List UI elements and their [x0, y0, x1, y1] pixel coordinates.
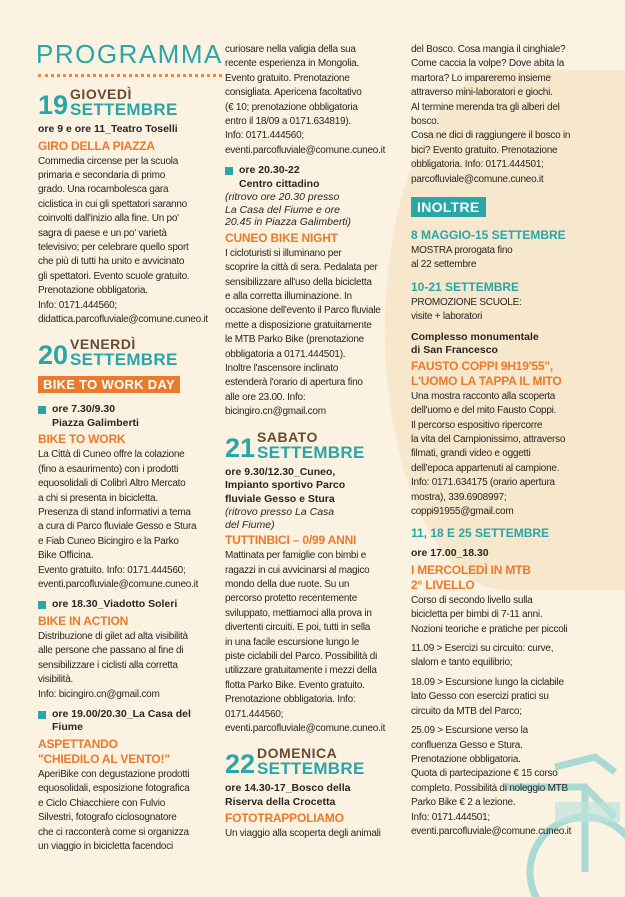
section-banner: BIKE TO WORK DAY	[38, 376, 180, 393]
weekday: DOMENICA	[257, 745, 338, 762]
date-range: 10-21 SETTEMBRE	[411, 279, 520, 294]
venue: Complesso monumentale di San Francesco	[411, 330, 539, 356]
event-description: 25.09 > Escursione verso la confluenza Gesso e Stura. Prenotazione obbligatoria. Quota di partecipazione € 15 corso completo. Possibilità di noleggio MTB Parko Bike € 2 a lezione. Info: 0171.444501; eventi.parcofluviale@comune.cuneo.it	[411, 725, 572, 837]
column-3	[411, 42, 601, 839]
date-range: 8 MAGGIO-15 SETTEMBRE	[411, 228, 566, 243]
meeting-point-note: (ritrovo ore 20.30 presso La Casa del Fiume e ore 20.45 in Piazza Galimberti)	[225, 191, 352, 229]
event-time-bullet: ore 18.30_Viadotto Soleri	[38, 598, 222, 612]
event-title: FAUSTO COPPI 9H19'55", L'UOMO LA TAPPA IL MITO	[411, 358, 562, 388]
event-description: del Bosco. Cosa mangia il cinghiale? Come caccia la volpe? Dove abita la martora? Lo impareremo insieme attraverso mini-laboratori e giochi. Al termine merenda tra gli alberi del bosco. Cosa ne dici di raggiungere il bosco in bici? Evento gratuito. Prenotazione obbligatoria. Info: 0171.444501; parcofluviale@comune.cuneo.it	[411, 44, 571, 185]
day-names	[257, 430, 365, 460]
event-title: TUTTINBICI – 0/99 ANNI	[225, 533, 357, 548]
event-description: Distribuzione di gilet ad alta visibilità alle persone che passano al fine di sensibilizzare i ciclisti alla corretta visibilità. Info: bicingiro.cn@gmail.com	[38, 630, 188, 700]
event-description: 18.09 > Escursione lungo la ciclabile lato Gesso con esercizi pratici su circuito da MTB del Parco;	[411, 676, 564, 717]
day-number: 22	[225, 749, 256, 780]
event-title: FOTOTRAPPOLIAMO	[225, 811, 344, 826]
event-description: PROMOZIONE SCUOLE: visite + laboratori	[411, 296, 522, 323]
weekday: VENERDÌ	[70, 336, 136, 353]
event-description: Una mostra racconto alla scoperta dell'uomo e del mito Fausto Coppi. Il percorso espositivo ripercorre la vita del Campionissimo, attraverso filmati, grandi video e oggetti dell'epoca appartenuti al campione. Info: 0171.634175 (orario apertura mostra), 339.6908997; coppi91955@gmail.com	[411, 390, 566, 517]
weekday: GIOVEDÌ	[70, 86, 132, 102]
weekday: SABATO	[257, 428, 318, 445]
day-names	[70, 87, 178, 117]
banner-wrap	[38, 373, 222, 397]
date-range: 11, 18 E 25 SETTEMBRE	[411, 526, 550, 541]
event-title: I MERCOLEDÌ IN MTB 2° LIVELLO	[411, 562, 531, 592]
day-header	[38, 86, 222, 120]
event-title: BIKE TO WORK	[38, 432, 126, 447]
event-time: ore 9.30/12.30_Cuneo, Impianto sportivo Parco fluviale Gesso e Stura	[225, 465, 346, 505]
day-number: 21	[225, 432, 256, 463]
day-number: 19	[38, 90, 69, 120]
meeting-point-note: (ritrovo presso La Casa del Fiume)	[225, 506, 335, 531]
column-2	[225, 42, 403, 842]
event-description: I cicloturisti si illuminano per scoprire la città di sera. Pedalata per sensibilizzare all'uso della bicicletta e alla corretta illuminazione. In occasione dell'evento il Parco fluviale mette a disposizione gratuitamente le MTB Parko Bike (prenotazione obbligatoria a 0171.444501). Inoltre l'ascensore inclinato estenderà l'orario di apertura fino alle ore 23.00. Info: bicingiro.cn@gmail.com	[225, 247, 381, 418]
event-time-bullet: ore 7.30/9.30 Piazza Galimberti	[38, 403, 222, 430]
day-names	[257, 745, 365, 779]
event-title: CUNEO BIKE NIGHT	[225, 230, 338, 245]
event-description: Un viaggio alla scoperta degli animali	[225, 828, 381, 840]
event-time: ore 9 e ore 11_Teatro Toselli	[38, 123, 178, 135]
event-description: curiosare nella valigia della sua recente esperienza in Mongolia. Evento gratuito. Prenotazione consigliata. Apericena facoltativo (€ 10; prenotazione obbligatoria entro il 18/09 a 0171.634819). Info: 0171.444560; eventi.parcofluviale@comune.cuneo.it	[225, 44, 386, 156]
event-description: MOSTRA prorogata fino al 22 settembre	[411, 245, 513, 271]
event-time: ore 17.00_18.30	[411, 547, 489, 560]
column-content	[411, 43, 601, 839]
day-names	[70, 336, 178, 370]
month: SETTEMBRE	[70, 100, 178, 119]
event-description: AperiBike con degustazione prodotti equosolidali, esposizione fotografica e Ciclo Chiacchiere con Fulvio Silvestri, fotografo ciclosognatore che ci racconterà come si organizza un viaggio in bicicletta facendoci	[38, 768, 190, 852]
event-description: Corso di secondo livello sulla bicicletta per bimbi di 7-11 anni. Nozioni teoriche e pratiche per piccoli	[411, 594, 568, 635]
page-title: PROGRAMMA	[36, 39, 223, 69]
event-title: GIRO DELLA PIAZZA	[38, 138, 155, 153]
day-header	[38, 336, 222, 371]
dotted-divider	[38, 74, 222, 77]
event-description: La Città di Cuneo offre la colazione (fino a esaurimento) con i prodotti equosolidali di Colibrì Altro Mercato a chi si presenta in bicicletta. Presenza di stand informativi a tema a cura di Parco fluviale Gesso e Stura e Fiab Cuneo Bicingiro e la Parko Bike Officina. Evento gratuito. Info: 0171.444560; eventi.parcofluviale@comune.cuneo.it	[38, 449, 199, 591]
column-content	[38, 87, 222, 854]
event-description: Mattinata per famiglie con bimbi e ragazzi in cui avvicinarsi al magico mondo della due ruote. Su un percorso protetto recentemente sviluppato, mettiamoci alla prova in divertenti circuiti. E poi, tutti in sella in una facile escursione lungo le piste ciclabili del Parco. Possibilità di utilizzare gratuitamente i mezzi della flotta Parko Bike. Evento gratuito. Prenotazione obbligatoria. Info: 0171.444560; eventi.parcofluviale@comune.cuneo.it	[225, 550, 386, 734]
event-time: ore 14.30-17_Bosco della Riserva della Crocetta	[225, 782, 351, 808]
event-time-bullet: ore 20.30-22 Centro cittadino	[225, 164, 403, 191]
event-description: 11.09 > Esercizi su circuito: curve, slalom e tanto equilibrio;	[411, 643, 554, 669]
event-description: Commedia circense per la scuola primaria e secondaria di primo grado. Una rocambolesca gara ciclistica in cui gli spettatori saranno coinvolti dall'inizio alla fine. Un po' sagra di paese e un po' varietà televisivo; per celebrare quello sport che più di tutti ha unito e avvicinato gli spettatori. Evento scuole gratuito. Prenotazione obbligatoria. Info: 0171.444560; didattica.parcofluviale@comune.cuneo.it	[38, 155, 208, 325]
day-number: 20	[38, 340, 69, 371]
day-header	[225, 745, 403, 780]
section-banner-inoltre: INOLTRE	[411, 197, 486, 217]
month: SETTEMBRE	[257, 759, 365, 779]
column-content	[225, 43, 403, 842]
event-time-bullet: ore 19.00/20.30_La Casa del Fiume	[38, 708, 222, 735]
column-1	[38, 40, 222, 854]
event-title: BIKE IN ACTION	[38, 613, 129, 628]
event-title: ASPETTANDO "CHIEDILO AL VENTO!"	[38, 736, 170, 766]
month: SETTEMBRE	[70, 350, 178, 370]
day-header	[225, 428, 403, 463]
month: SETTEMBRE	[257, 442, 365, 462]
